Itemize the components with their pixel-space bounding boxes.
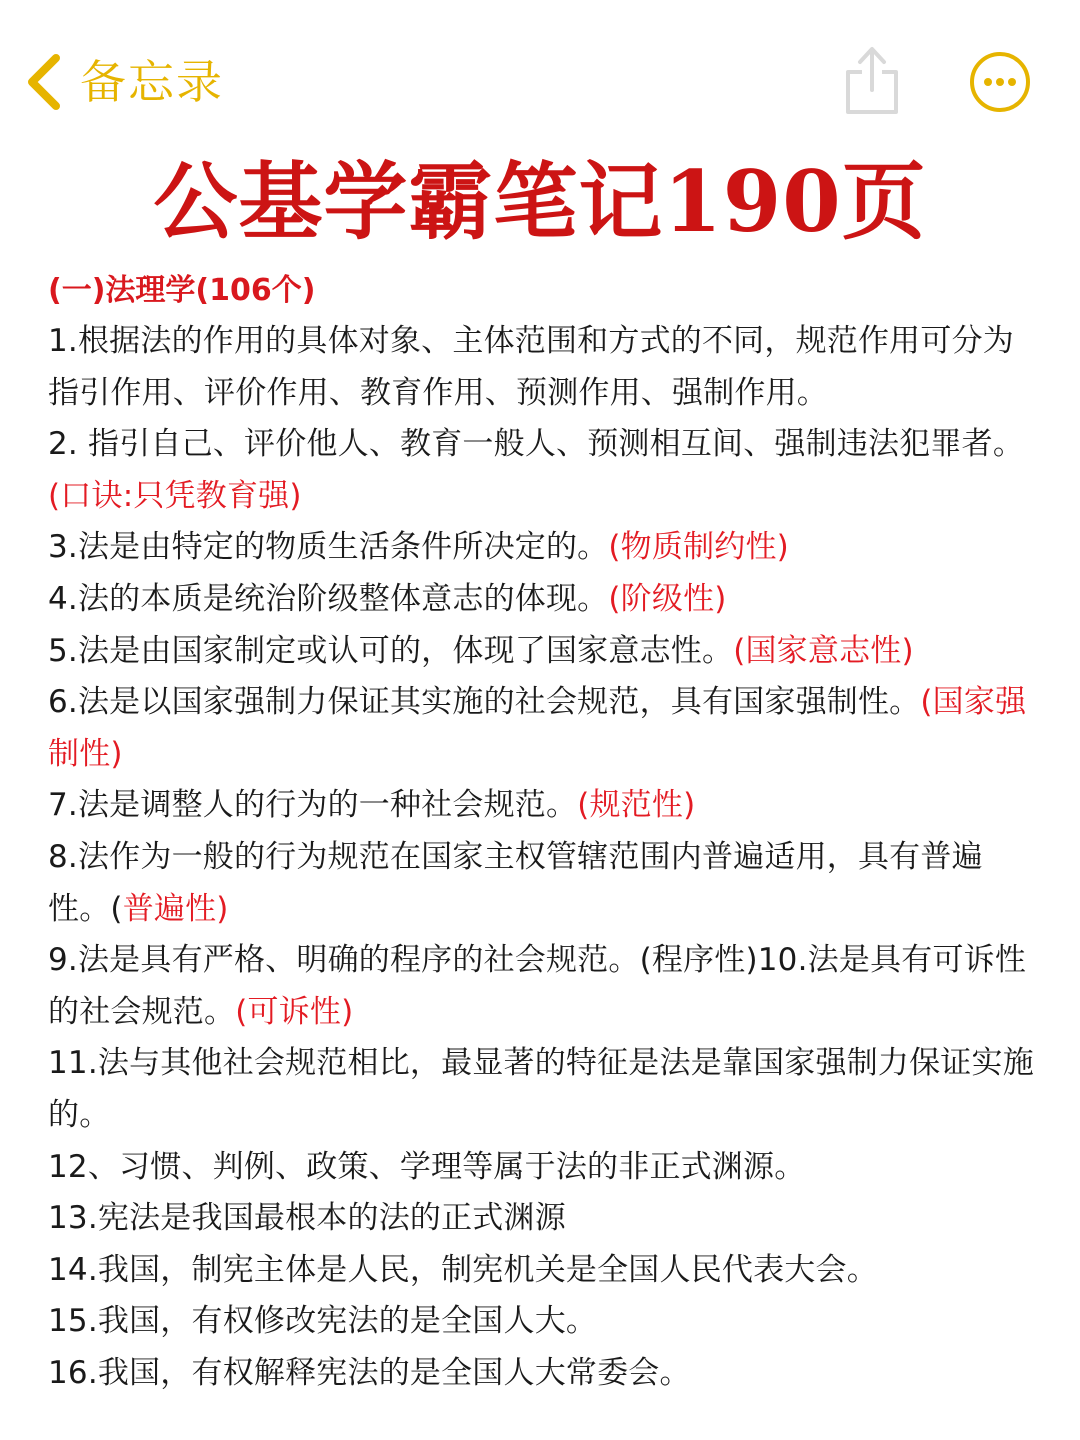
note-item-text: 11.法与其他社会规范相比，最显著的特征是法是靠国家强制力保证实施的。	[48, 1045, 1034, 1133]
navigation-bar	[0, 0, 1080, 150]
note-item	[48, 1038, 1038, 1141]
note-item-highlight: (口诀:只凭教育强)	[48, 477, 302, 514]
note-item-text: 15.我国，有权修改宪法的是全国人大。	[48, 1303, 598, 1340]
back-button[interactable]	[22, 50, 224, 114]
note-item	[48, 1142, 1038, 1194]
note-item-text: 4.法的本质是统治阶级整体意志的体现。	[48, 580, 609, 617]
note-item-highlight: 普遍性)	[122, 890, 229, 927]
note-item	[48, 574, 1038, 626]
note-items	[48, 316, 1038, 1399]
note-item-highlight: (规范性)	[577, 787, 696, 824]
note-item-text: 14.我国，制宪主体是人民，制宪机关是全国人民代表大会。	[48, 1251, 878, 1288]
share-icon[interactable]	[840, 42, 904, 118]
note-item	[48, 626, 1038, 678]
note-item-highlight: (可诉性)	[235, 993, 354, 1030]
note-item-highlight: (物质制约性)	[608, 529, 789, 566]
note-item-text: 7.法是调整人的行为的一种社会规范。	[48, 787, 578, 824]
note-item	[48, 419, 1038, 522]
ellipsis-circle-icon[interactable]	[968, 50, 1032, 114]
note-item-text: 12、习惯、判例、政策、学理等属于法的非正式渊源。	[48, 1148, 806, 1185]
back-label: 备忘录	[80, 55, 224, 109]
note-item-text: 13.宪法是我国最根本的法的正式渊源	[48, 1200, 566, 1237]
note-item-highlight: (阶级性)	[608, 580, 727, 617]
note-item	[48, 1193, 1038, 1245]
note-item-text: 5.法是由国家制定或认可的，体现了国家意志性。	[48, 632, 734, 669]
note-item-text: 16.我国，有权解释宪法的是全国人大常委会。	[48, 1354, 691, 1391]
chevron-left-icon	[22, 52, 66, 112]
note-item	[48, 935, 1038, 1038]
note-item-text: 6.法是以国家强制力保证其实施的社会规范，具有国家强制性。	[48, 684, 921, 721]
note-item-text: 3.法是由特定的物质生活条件所决定的。	[48, 529, 609, 566]
note-title: 公基学霸笔记190页	[153, 152, 927, 251]
note-item	[48, 832, 1038, 935]
note-item-text: 1.根据法的作用的具体对象、主体范围和方式的不同，规范作用可分为指引作用、评价作用、教育作用、预测作用、强制作用。	[48, 323, 1014, 411]
note-item-text: 9.法是具有严格、明确的程序的社会规范。(程序性)10.法是具有可诉性的社会规范。	[48, 942, 1027, 1030]
note-item	[48, 780, 1038, 832]
section-heading: (一)法理学(106个)	[48, 273, 316, 308]
note-item	[48, 1296, 1038, 1348]
note-item	[48, 316, 1038, 419]
note-item-highlight: (国家意志性)	[733, 632, 914, 669]
note-item-highlight: (国家强制性)	[48, 684, 1027, 772]
note-item-text: 2. 指引自己、评价他人、教育一般人、预测相互间、强制违法犯罪者。	[48, 426, 1025, 463]
note-body	[48, 266, 1038, 1399]
note-item	[48, 677, 1038, 780]
note-item	[48, 522, 1038, 574]
note-item	[48, 1245, 1038, 1297]
note-item	[48, 1348, 1038, 1400]
note-item-text: 8.法作为一般的行为规范在国家主权管辖范围内普遍适用，具有普遍性。(	[48, 838, 983, 927]
